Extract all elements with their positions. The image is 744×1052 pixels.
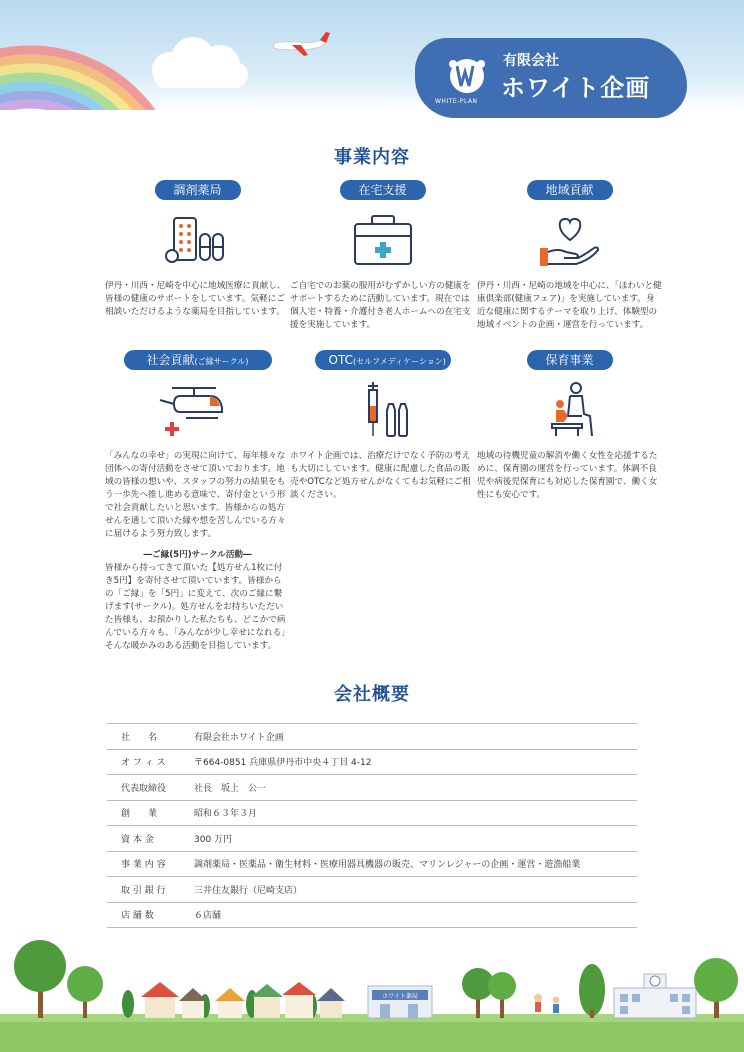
table-row (107, 749, 637, 775)
business-card-community (477, 180, 662, 332)
business-card-pharmacy (105, 180, 290, 319)
row-label: 事 業 内 容 (121, 860, 166, 871)
business-label: 調剤薬局 (155, 180, 241, 200)
tree-icon (14, 940, 66, 1018)
medical-kit-icon (343, 210, 423, 270)
syringe-vial-icon (343, 380, 423, 440)
table-row (107, 724, 637, 750)
row-value: 三井住友銀行（尼崎支店） (194, 885, 303, 896)
cloud-illustration (145, 35, 250, 90)
business-label: 社会貢献(ご縁サークル) (124, 350, 272, 370)
helicopter-icon (158, 380, 238, 440)
childcare-icon (530, 380, 610, 440)
house-icon (317, 988, 345, 1018)
business-card-home-support (290, 180, 475, 332)
row-label: オ フ ィ ス (121, 758, 166, 769)
house-icon (282, 982, 316, 1018)
town-illustration (0, 930, 744, 1052)
business-label: 地域貢献 (527, 180, 613, 200)
row-label: 店 舗 数 (121, 911, 154, 922)
row-value: 社長 坂上 公一 (194, 783, 267, 794)
row-value: 〒664-0851 兵庫県伊丹市中央４丁目 4-12 (194, 758, 372, 769)
business-description: 伊丹・川西・尼崎を中心に地域医療に貢献し、皆様の健康のサポートをしています。気軽にご相談いただけるような薬局を目指しています。 (105, 281, 286, 317)
tree-icon (579, 964, 605, 1018)
row-value: ６店舗 (194, 911, 222, 922)
airplane-icon (270, 30, 332, 64)
house-icon (215, 988, 245, 1018)
logo-company-name: ホワイト企画 (501, 74, 651, 102)
company-profile-table (107, 723, 637, 928)
table-row (107, 902, 637, 928)
house-icon (141, 982, 179, 1018)
business-subheading: ―ご縁(5円)サークル活動― (143, 550, 252, 560)
business-section-title: 事業内容 (334, 147, 410, 168)
company-section-title: 会社概要 (334, 684, 410, 705)
business-card-childcare (477, 350, 662, 502)
business-label: 保育事業 (527, 350, 613, 370)
business-description: 「みんなの幸せ」の実現に向けて、毎年様々な団体への寄付活動をさせて頂いております。地域の皆様の想いや、スタッフの努力の結果をもう一歩先へ推し進める意味で、寄付金という形で社会貢献したいと思います。皆様からの処方せんを通して頂いた縁や想を苦しんでいる方々に届けるよう努力致します。 (105, 451, 286, 539)
building-sign: ホワイト薬局 (382, 993, 418, 1000)
tree-icon (462, 968, 494, 1018)
pharmacy-building (368, 986, 432, 1018)
business-card-otc (290, 350, 475, 502)
table-row (107, 775, 637, 801)
pills-icon (158, 210, 238, 270)
table-row (107, 800, 637, 826)
row-value: 有限会社ホワイト企画 (194, 732, 284, 743)
house-icon (251, 984, 283, 1018)
business-subdescription: 皆様から持ってきて頂いた【処方せん1枚に付き5円】を寄付させて頂いています。皆様からの「ご縁」を「5円」に変えて、次のご縁に繋げます(サークル)。処方せんをお持ちいただいた皆様も、お預かりした私たちも、どこかで病んでいる方々も、「みんなが少し幸せになれる」そんな暖かみのある活動を目指しています。 (105, 563, 290, 651)
row-value: 300 万円 (194, 834, 233, 845)
tree-icon (694, 958, 738, 1018)
school-building (614, 974, 696, 1018)
house-icon (179, 988, 207, 1018)
tree-icon (67, 966, 103, 1018)
row-value: 昭和６３年３月 (194, 809, 258, 820)
business-description: 地域の待機児童の解消や働く女性を応援するために、保育園の運営を行っています。体調不良児や病後児保育にも対応した保育園で、働く女性にも安心です。 (477, 451, 658, 500)
row-label: 取 引 銀 行 (121, 885, 166, 896)
business-label: OTC(セルフメディケーション) (315, 350, 451, 370)
business-description: 伊丹・川西・尼崎の地域を中心に、「ほわいと健康倶楽部(健康フェア)」を実施しています。身近な健康に関するテーマを取り上げ、体験型の地域イベントの企画・運営を行っています。 (477, 281, 662, 330)
row-label: 創 業 (121, 809, 158, 820)
business-label: 在宅支援 (340, 180, 426, 200)
company-logo (415, 38, 687, 118)
row-label: 代表取締役 (121, 783, 167, 794)
table-row (107, 877, 637, 903)
tree-icon (488, 972, 516, 1018)
business-description: ホワイト企画では、治療だけでなく予防の考えも大切にしています。健康に配慮した食品の販売やOTCなど処方せんがなくてもお気軽にご相談ください。 (290, 451, 471, 500)
children-illustration (534, 994, 560, 1013)
logo-company-type: 有限会社 (503, 53, 559, 69)
row-label: 資 本 金 (121, 834, 154, 845)
table-row (107, 851, 637, 877)
heart-hand-icon (530, 210, 610, 270)
logo-subtitle: WHITE-PLAN (435, 98, 478, 105)
business-description: ご自宅でのお薬の服用がむずかしい方の健康をサポートするために活動しています。現在では個人宅・特養・介護付き老人ホームへの在宅支援を実施しています。 (290, 281, 471, 330)
table-row (107, 826, 637, 852)
business-card-social (105, 350, 290, 653)
logo-mark-icon (443, 50, 491, 104)
row-value: 調剤薬局・医薬品・衛生材料・医療用器具機器の販売、マリンレジャーの企画・運営・遊漁船業 (194, 860, 581, 871)
row-label: 社 名 (121, 732, 158, 743)
